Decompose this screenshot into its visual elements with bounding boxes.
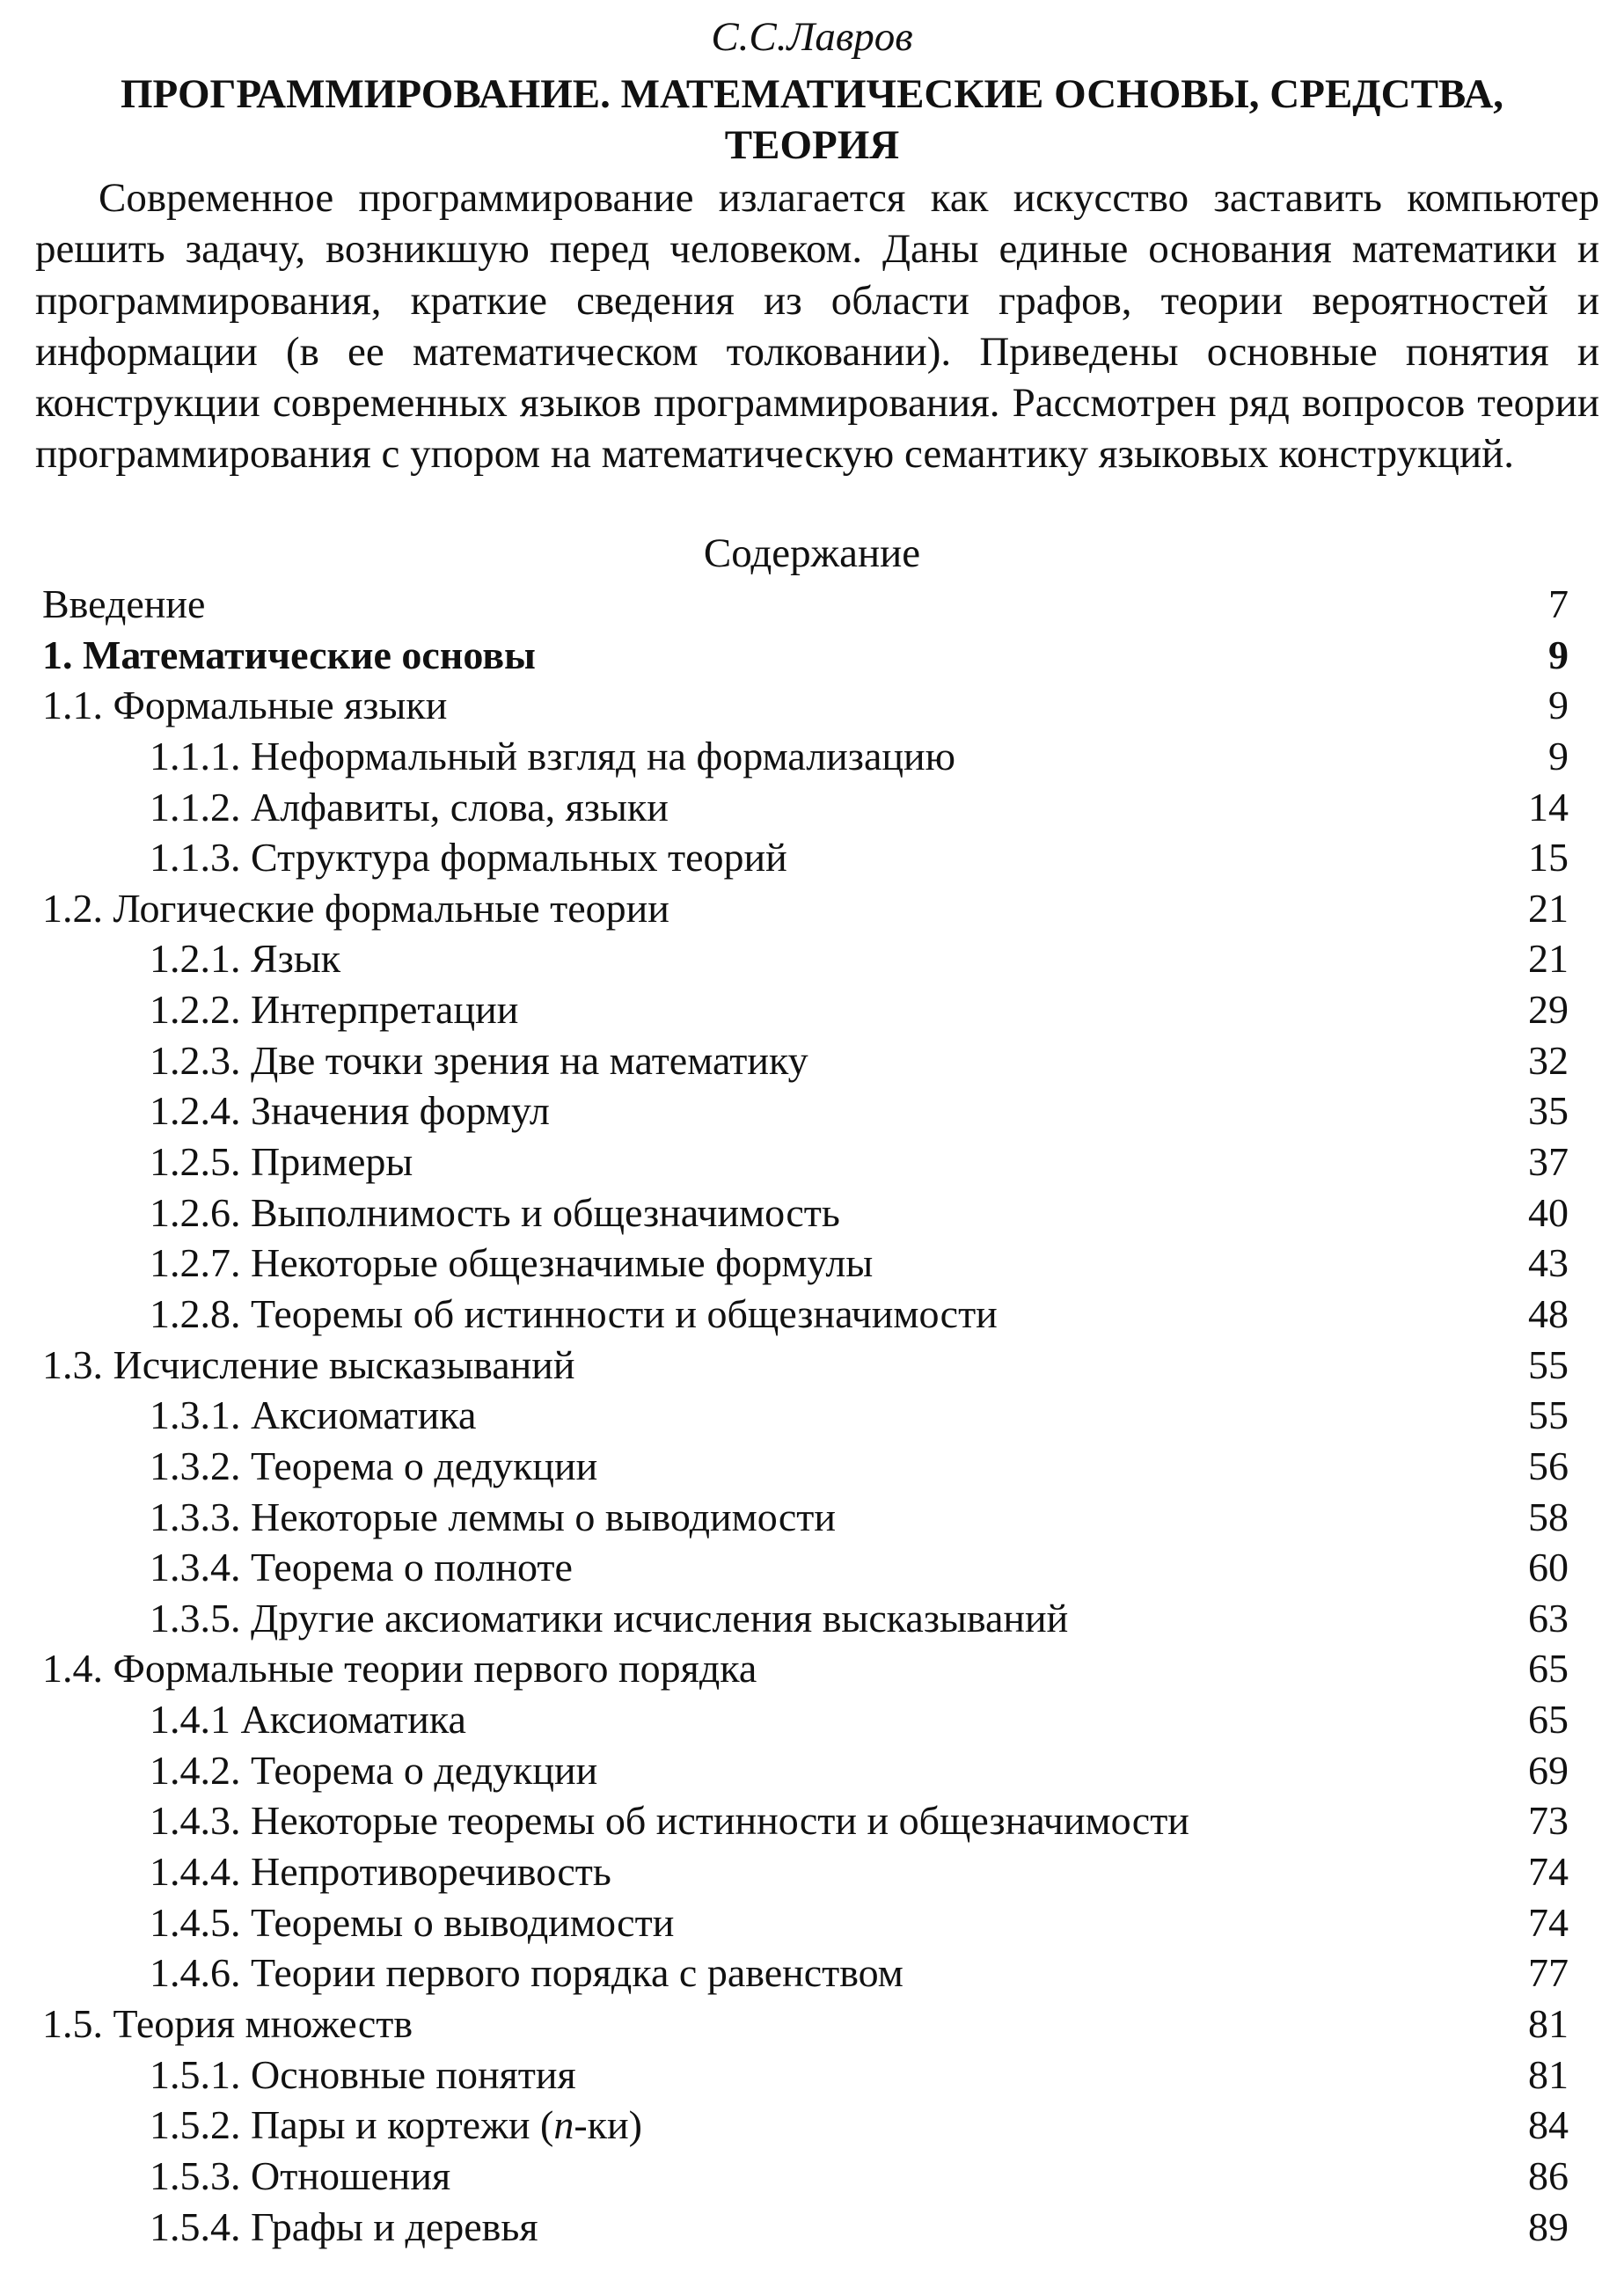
toc-entry-title: 1.1.2. Алфавиты, слова, языки (150, 784, 669, 829)
toc-entry-title: 1. Математические основы (42, 632, 536, 677)
toc-entry (0, 1795, 1624, 1846)
toc-entry-page: 15 (1528, 835, 1569, 881)
toc-entry-title: 1.5. Теория множеств (42, 2000, 413, 2046)
toc-entry-title: 1.1.1. Неформальный взгляд на формализацию (150, 733, 955, 778)
toc-entry-page: 65 (1528, 1697, 1569, 1743)
toc-entry (0, 1897, 1624, 1948)
toc-entry (0, 1999, 1624, 2050)
toc-entry (0, 1492, 1624, 1543)
toc-entry-page: 69 (1528, 1747, 1569, 1793)
toc-entry-title: 1.2.5. Примеры (150, 1139, 413, 1185)
toc-entry (0, 1289, 1624, 1340)
toc-entry (0, 1948, 1624, 1999)
toc-entry (0, 579, 1624, 630)
toc-entry-page: 74 (1528, 1849, 1569, 1895)
toc-entry-title: 1.1. Формальные языки (42, 683, 448, 728)
toc-entry (0, 1035, 1624, 1086)
toc-entry-title: 1.2.8. Теоремы об истинности и общезначимости (150, 1290, 998, 1336)
toc-entry-page: 86 (1528, 2152, 1569, 2198)
toc-entry (0, 680, 1624, 731)
toc-entry-title: 1.4.4. Непротиворечивость (150, 1849, 611, 1895)
toc-entry-page: 74 (1528, 1899, 1569, 1945)
toc-entry-page: 81 (1528, 2000, 1569, 2046)
toc-entry-page: 9 (1548, 733, 1569, 778)
author: С.С.Лавров (711, 14, 913, 60)
toc-entry-page: 40 (1528, 1189, 1569, 1235)
abstract-paragraph: Современное программирование излагается как искусство заставить компьютер решить задачу, возникшую перед человеком. Даны единые основания математики и программирования, краткие сведения из области графов, теории вероятностей и информации (в ее математическом толковании). Приведены основные понятия и конструкции современных языков программирования. Рассмотрен ряд вопросов теории программирования с упором на математическую семантику языковых конструкций. (35, 175, 1599, 478)
toc-entry (0, 1085, 1624, 1136)
toc-entry (0, 2100, 1624, 2151)
toc-entry (0, 2202, 1624, 2253)
toc-entry (0, 832, 1624, 883)
toc-entry-page: 37 (1528, 1139, 1569, 1185)
toc-entry-title: Введение (42, 581, 206, 626)
toc-entry-title: 1.3.4. Теорема о полноте (150, 1545, 573, 1590)
toc-entry (0, 731, 1624, 782)
toc-entry-title: 1.4.6. Теории первого порядка с равенством (150, 1950, 903, 1996)
toc-entry (0, 1441, 1624, 1492)
toc-entry (0, 1846, 1624, 1897)
toc-entry-page: 84 (1528, 2102, 1569, 2148)
toc-entry-page: 81 (1528, 2051, 1569, 2097)
toc-heading: Содержание (703, 530, 921, 576)
toc-entry-title: 1.2.1. Язык (150, 936, 341, 982)
toc-entry-page: 7 (1548, 581, 1569, 626)
toc-entry-title: 1.2.6. Выполнимость и общезначимость (150, 1189, 840, 1235)
book-title: ПРОГРАММИРОВАНИЕ. МАТЕМАТИЧЕСКИЕ ОСНОВЫ, СРЕДСТВА, ТЕОРИЯ (120, 71, 1504, 168)
toc-entry-title: 1.4.5. Теоремы о выводимости (150, 1899, 675, 1945)
toc-entry-page: 63 (1528, 1595, 1569, 1641)
toc-entry-title: 1.5.4. Графы и деревья (150, 2203, 538, 2249)
toc-entry-page: 32 (1528, 1037, 1569, 1083)
toc-entry-page: 55 (1528, 1392, 1569, 1438)
toc-entry-page: 9 (1548, 632, 1569, 677)
toc-entry-page: 73 (1528, 1798, 1569, 1844)
toc-entry-title: 1.5.1. Основные понятия (150, 2051, 576, 2097)
toc-entry (0, 2050, 1624, 2101)
toc-entry-title: 1.4. Формальные теории первого порядка (42, 1646, 757, 1692)
table-of-contents (0, 579, 1624, 2252)
toc-entry-title: 1.2.3. Две точки зрения на математику (150, 1037, 808, 1083)
toc-entry-page: 55 (1528, 1341, 1569, 1387)
toc-entry-title: 1.2.7. Некоторые общезначимые формулы (150, 1240, 874, 1286)
toc-entry (0, 1745, 1624, 1796)
toc-entry-title: 1.1.3. Структура формальных теорий (150, 835, 787, 881)
toc-entry-page: 43 (1528, 1240, 1569, 1286)
toc-entry (0, 984, 1624, 1035)
toc-entry (0, 1694, 1624, 1745)
toc-entry-title: 1.4.2. Теорема о дедукции (150, 1747, 598, 1793)
toc-entry (0, 933, 1624, 984)
toc-entry-title: 1.2.2. Интерпретации (150, 987, 519, 1033)
toc-entry-title: 1.3.3. Некоторые леммы о выводимости (150, 1494, 836, 1539)
toc-entry-page: 9 (1548, 683, 1569, 728)
toc-entry-page: 14 (1528, 784, 1569, 829)
toc-entry-page: 77 (1528, 1950, 1569, 1996)
toc-entry-title: 1.3. Исчисление высказываний (42, 1341, 575, 1387)
toc-entry (0, 630, 1624, 681)
toc-entry (0, 2151, 1624, 2202)
toc-entry (0, 883, 1624, 934)
toc-entry-title: 1.3.2. Теорема о дедукции (150, 1443, 598, 1488)
toc-entry-title: 1.4.1 Аксиоматика (150, 1697, 466, 1743)
toc-entry-title: 1.5.2. Пары и кортежи (n-ки) (150, 2102, 642, 2148)
toc-entry-page: 21 (1528, 936, 1569, 982)
toc-entry-title: 1.2.4. Значения формул (150, 1088, 550, 1134)
toc-entry (0, 1340, 1624, 1391)
toc-entry (0, 1390, 1624, 1441)
toc-entry (0, 782, 1624, 833)
toc-entry-page: 60 (1528, 1545, 1569, 1590)
toc-entry-page: 29 (1528, 987, 1569, 1033)
toc-entry-title: 1.4.3. Некоторые теоремы об истинности и общезначимости (150, 1798, 1189, 1844)
toc-entry (0, 1136, 1624, 1188)
toc-entry-title: 1.5.3. Отношения (150, 2152, 451, 2198)
toc-entry (0, 1188, 1624, 1239)
toc-entry (0, 1593, 1624, 1644)
toc-entry (0, 1238, 1624, 1289)
toc-entry (0, 1542, 1624, 1593)
toc-entry-page: 56 (1528, 1443, 1569, 1488)
toc-entry-title: 1.3.1. Аксиоматика (150, 1392, 477, 1438)
toc-entry (0, 1643, 1624, 1694)
toc-entry-page: 58 (1528, 1494, 1569, 1539)
toc-entry-page: 21 (1528, 885, 1569, 931)
toc-entry-page: 35 (1528, 1088, 1569, 1134)
toc-entry-page: 48 (1528, 1290, 1569, 1336)
toc-entry-title: 1.3.5. Другие аксиоматики исчисления высказываний (150, 1595, 1069, 1641)
toc-entry-page: 89 (1528, 2203, 1569, 2249)
toc-entry-title: 1.2. Логические формальные теории (42, 885, 669, 931)
toc-entry-page: 65 (1528, 1646, 1569, 1692)
